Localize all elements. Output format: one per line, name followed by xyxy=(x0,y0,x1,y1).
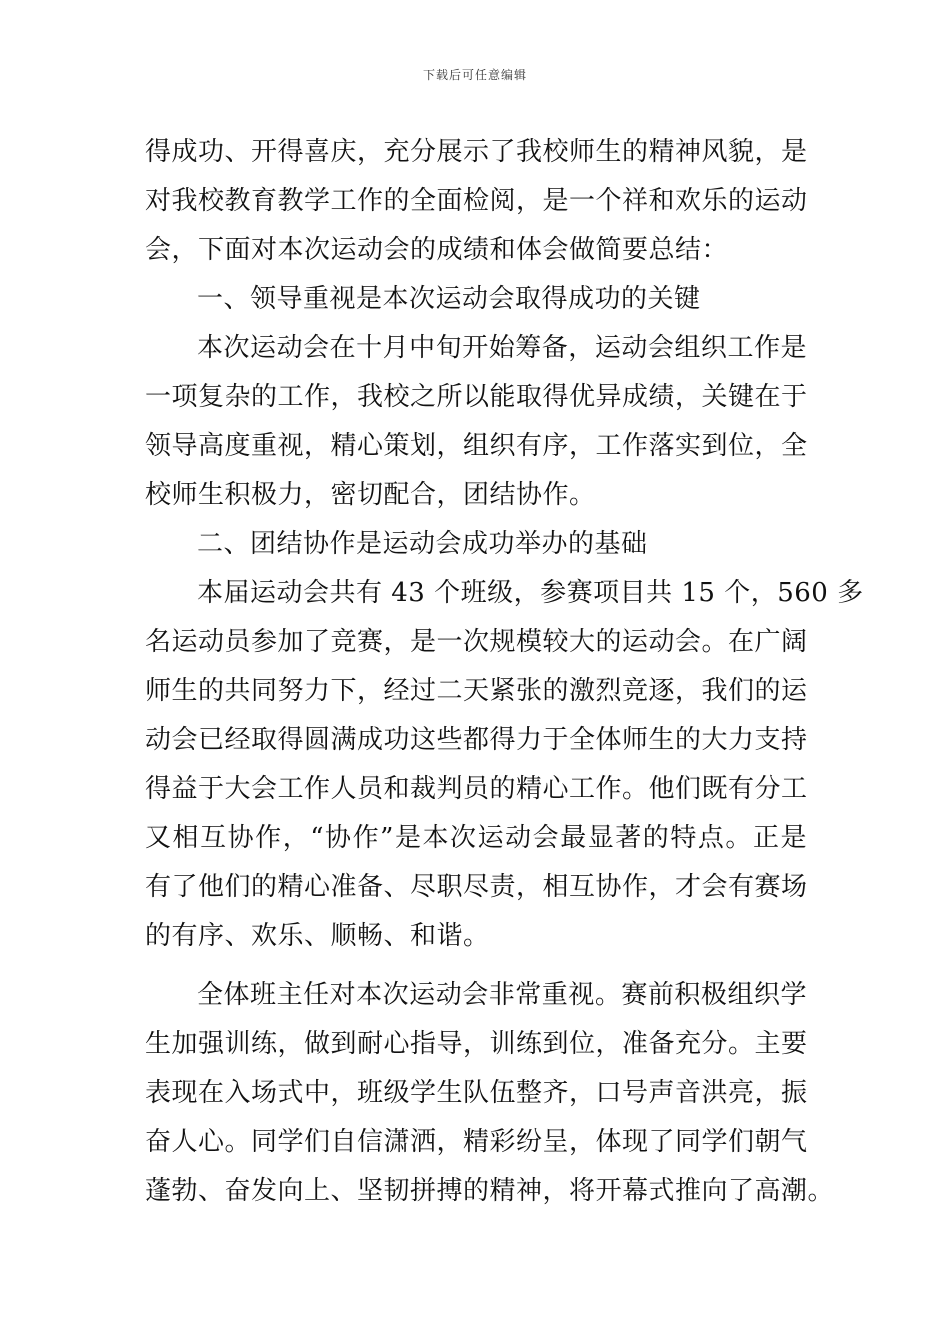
text-line: 领导高度重视，精心策划，组织有序，工作落实到位，全 xyxy=(145,431,808,461)
section-heading-1 xyxy=(145,275,807,324)
text-line: 全体班主任对本次运动会非常重视。赛前积极组织学 xyxy=(197,980,807,1010)
section-heading-2 xyxy=(145,520,807,569)
text-line: 生加强训练，做到耐心指导，训练到位，准备充分。主要 xyxy=(145,1029,808,1059)
text-line: 一项复杂的工作，我校之所以能取得优异成绩，关键在于 xyxy=(145,382,808,412)
text-line: 本次运动会在十月中旬开始筹备，运动会组织工作是 xyxy=(197,333,807,363)
text-line: 表现在入场式中，班级学生队伍整齐，口号声音洪亮，振 xyxy=(145,1078,808,1108)
text-line: 奋人心。同学们自信潇洒，精彩纷呈，体现了同学们朝气 xyxy=(145,1127,808,1157)
paragraph-class-teachers xyxy=(145,971,835,1216)
paragraph-spacer xyxy=(145,961,807,971)
text-line: 名运动员参加了竞赛，是一次规模较大的运动会。在广阔 xyxy=(145,627,808,657)
paragraph-leadership xyxy=(145,324,807,520)
text-line: 校师生积极力，密切配合，团结协作。 xyxy=(145,480,596,510)
paragraph-teamwork xyxy=(145,569,864,961)
heading-text: 一、领导重视是本次运动会取得成功的关键 xyxy=(197,284,701,314)
text-line: 师生的共同努力下，经过二天紧张的激烈竞逐，我们的运 xyxy=(145,676,808,706)
text-line: 会，下面对本次运动会的成绩和体会做简要总结： xyxy=(145,235,729,265)
text-line: 得成功、开得喜庆，充分展示了我校师生的精神风貌，是 xyxy=(145,137,808,167)
text-line: 又相互协作，“协作”是本次运动会最显著的特点。正是 xyxy=(145,823,807,853)
text-line: 得益于大会工作人员和裁判员的精心工作。他们既有分工 xyxy=(145,774,808,804)
text-line: 的有序、欢乐、顺畅、和谐。 xyxy=(145,921,490,951)
text-line: 动会已经取得圆满成功这些都得力于全体师生的大力支持 xyxy=(145,725,808,755)
heading-text: 二、团结协作是运动会成功举办的基础 xyxy=(197,529,648,559)
text-line: 蓬勃、奋发向上、坚韧拼搏的精神，将开幕式推向了高潮。 xyxy=(145,1176,835,1206)
text-line: 对我校教育教学工作的全面检阅，是一个祥和欢乐的运动 xyxy=(145,186,808,216)
page-header: 下载后可任意编辑 xyxy=(422,68,527,82)
paragraph-intro-continuation xyxy=(145,128,807,275)
text-line: 本届运动会共有 43 个班级，参赛项目共 15 个，560 多 xyxy=(197,578,864,608)
document-body xyxy=(145,128,864,1216)
text-line: 有了他们的精心准备、尽职尽责，相互协作，才会有赛场 xyxy=(145,872,808,902)
